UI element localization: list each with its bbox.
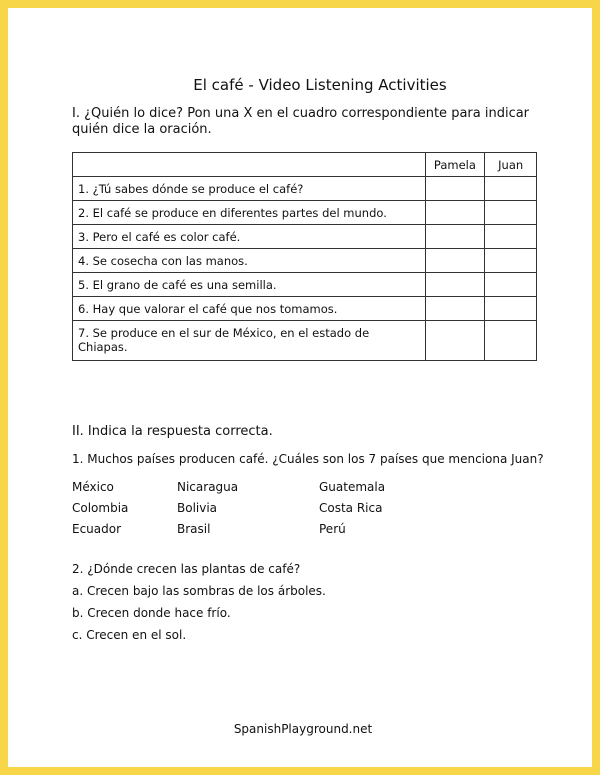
juan-checkbox-cell[interactable] (485, 225, 537, 249)
table-row (73, 177, 537, 201)
statement-cell: 3. Pero el café es color café. (73, 225, 426, 249)
statement-cell: 7. Se produce en el sur de México, en el estado de Chiapas. (73, 321, 426, 361)
worksheet-page (8, 8, 592, 767)
answer-option-c: c. Crecen en el sol. (72, 628, 187, 642)
country-option: Guatemala (319, 480, 386, 494)
statement-cell: 2. El café se produce en diferentes partes del mundo. (73, 201, 426, 225)
country-option: Nicaragua (177, 480, 239, 494)
statement-cell: 1. ¿Tú sabes dónde se produce el café? (73, 177, 426, 201)
pamela-checkbox-cell[interactable] (425, 321, 485, 361)
section1-instruction: I. ¿Quién lo dice? Pon una X en el cuadro correspondiente para indicar quién dice la oración. (72, 106, 530, 137)
header-statement (73, 153, 426, 177)
pamela-checkbox-cell[interactable] (425, 225, 485, 249)
pamela-checkbox-cell[interactable] (425, 249, 485, 273)
statement-cell: 5. El grano de café es una semilla. (73, 273, 426, 297)
table-row (73, 225, 537, 249)
country-list (72, 479, 472, 537)
juan-checkbox-cell[interactable] (485, 297, 537, 321)
answer-option-a: a. Crecen bajo las sombras de los árboles. (72, 584, 326, 598)
table-header-row (73, 153, 537, 177)
country-option: Costa Rica (319, 501, 383, 515)
country-option: México (72, 480, 114, 494)
pamela-checkbox-cell[interactable] (425, 177, 485, 201)
answer-option-b: b. Crecen donde hace frío. (72, 606, 231, 620)
table-row (73, 297, 537, 321)
country-option: Perú (319, 522, 346, 536)
section2-heading: II. Indica la respuesta correcta. (72, 424, 273, 439)
table-row (73, 201, 537, 225)
juan-checkbox-cell[interactable] (485, 249, 537, 273)
statement-cell: 6. Hay que valorar el café que nos tomamos. (73, 297, 426, 321)
country-option: Bolivia (177, 501, 218, 515)
juan-checkbox-cell[interactable] (485, 201, 537, 225)
table-row (73, 249, 537, 273)
juan-checkbox-cell[interactable] (485, 177, 537, 201)
country-option: Ecuador (72, 522, 122, 536)
statement-cell: 4. Se cosecha con las manos. (73, 249, 426, 273)
juan-checkbox-cell[interactable] (485, 321, 537, 361)
table-row (73, 273, 537, 297)
country-option: Colombia (72, 501, 129, 515)
header-pamela: Pamela (425, 153, 485, 177)
question-2-block (72, 558, 326, 646)
footer-site-name: SpanishPlayground.net (233, 722, 373, 736)
question-2: 2. ¿Dónde crecen las plantas de café? (72, 562, 301, 576)
page-title: El café - Video Listening Activities (193, 76, 447, 94)
table-row (73, 321, 537, 361)
who-says-table (72, 152, 537, 361)
question-1: 1. Muchos países producen café. ¿Cuáles son los 7 países que menciona Juan? (72, 452, 544, 466)
pamela-checkbox-cell[interactable] (425, 273, 485, 297)
juan-checkbox-cell[interactable] (485, 273, 537, 297)
pamela-checkbox-cell[interactable] (425, 201, 485, 225)
header-juan: Juan (485, 153, 537, 177)
country-option: Brasil (177, 522, 211, 536)
pamela-checkbox-cell[interactable] (425, 297, 485, 321)
